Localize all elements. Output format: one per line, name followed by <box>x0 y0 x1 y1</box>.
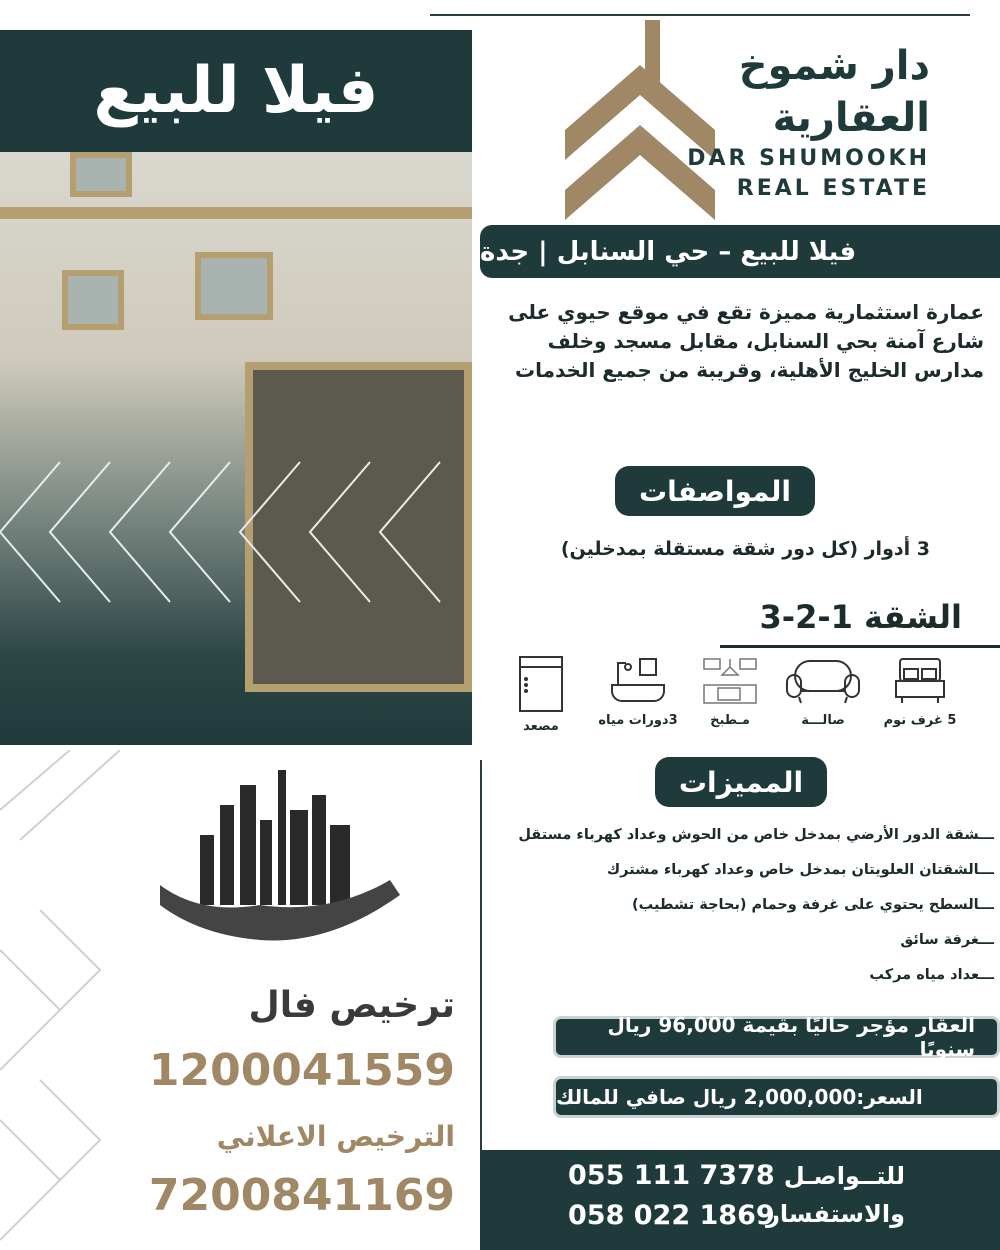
rent-info: العقار مؤجر حاليًا بقيمة 96,000 ريال سنويًا <box>553 1016 1000 1058</box>
fal-license-number: 1200041559 <box>148 1045 455 1096</box>
fal-license-label: ترخيص فال <box>248 985 455 1026</box>
feature-living-room <box>778 655 868 728</box>
brand-name-ar-2: العقارية <box>772 95 930 141</box>
feature-label: مصعد <box>523 719 559 734</box>
sofa-icon <box>785 655 861 707</box>
feature-label: مـطبخ <box>710 713 750 728</box>
elevator-icon <box>518 655 564 713</box>
location-banner: فيلا للبيع – حي السنابل | جدة <box>480 225 1000 278</box>
villa-photo <box>0 152 472 745</box>
feature-bathrooms <box>593 655 683 728</box>
list-item: ـــشقة الدور الأرضي بمدخل خاص من الحوش وعداد كهرباء مستقل <box>518 827 994 843</box>
contact-label-1: للتــواصـل <box>783 1162 905 1190</box>
apartments-underline <box>720 645 1000 648</box>
chevron-pattern <box>0 422 472 672</box>
apartments-heading: الشقة 1-2-3 <box>759 598 962 636</box>
feature-label: صالـــة <box>801 713 845 728</box>
page-title: فيلا للبيع <box>0 30 472 152</box>
bed-icon <box>892 655 948 707</box>
ad-license-label: الترخيص الاعلاني <box>216 1120 455 1153</box>
phone-1[interactable]: 055 111 7378 <box>568 1160 775 1191</box>
brand-name-en-1: DAR SHUMOOKH <box>687 146 930 171</box>
contact-bar <box>480 1150 1000 1250</box>
feature-bedrooms <box>875 655 965 728</box>
feature-label: 5 غرف نوم <box>883 713 957 728</box>
bathtub-icon <box>610 655 666 707</box>
feature-kitchen <box>685 655 775 728</box>
contact-label-2: والاستفسار <box>766 1200 905 1228</box>
ad-license-number: 7200841169 <box>148 1170 455 1221</box>
kitchen-icon <box>702 655 758 707</box>
price-info: السعر:2,000,000 ريال صافي للمالك <box>553 1076 1000 1118</box>
list-item: ـــالسطح يحتوي على غرفة وحمام (بحاجة تشطيب) <box>632 897 994 913</box>
brand-name <box>630 40 930 204</box>
feature-elevator <box>496 655 586 734</box>
advantages-heading: المميزات <box>655 757 827 807</box>
top-divider <box>430 14 970 16</box>
description: عمارة استثمارية مميزة تقع في موقع حيوي على شارع آمنة بحي السنابل، مقابل مسجد وخلف مدارس الخليج الأهلية، وقريبة من جميع الخدمات <box>508 300 984 382</box>
city-in-hand-illustration <box>160 765 420 945</box>
specs-heading: المواصفات <box>615 466 815 516</box>
brand-name-en-2: REAL ESTATE <box>736 176 930 201</box>
list-item: ـــغرفة سائق <box>900 932 994 948</box>
list-item: ـــالشقتان العلويتان بمدخل خاص وعداد كهرباء مشترك <box>606 862 994 878</box>
phone-2[interactable]: 058 022 1869 <box>568 1200 775 1231</box>
column-divider <box>480 760 482 1150</box>
floors-text: 3 أدوار (كل دور شقة مستقلة بمدخلين) <box>560 538 930 560</box>
chevron-outline-decor <box>0 750 150 1250</box>
list-item: ـــعداد مياه مركب <box>869 967 994 983</box>
brand-name-ar-1: دار شموخ <box>738 43 930 89</box>
feature-label: 3دورات مياه <box>598 713 678 728</box>
advantages-list <box>518 818 994 993</box>
